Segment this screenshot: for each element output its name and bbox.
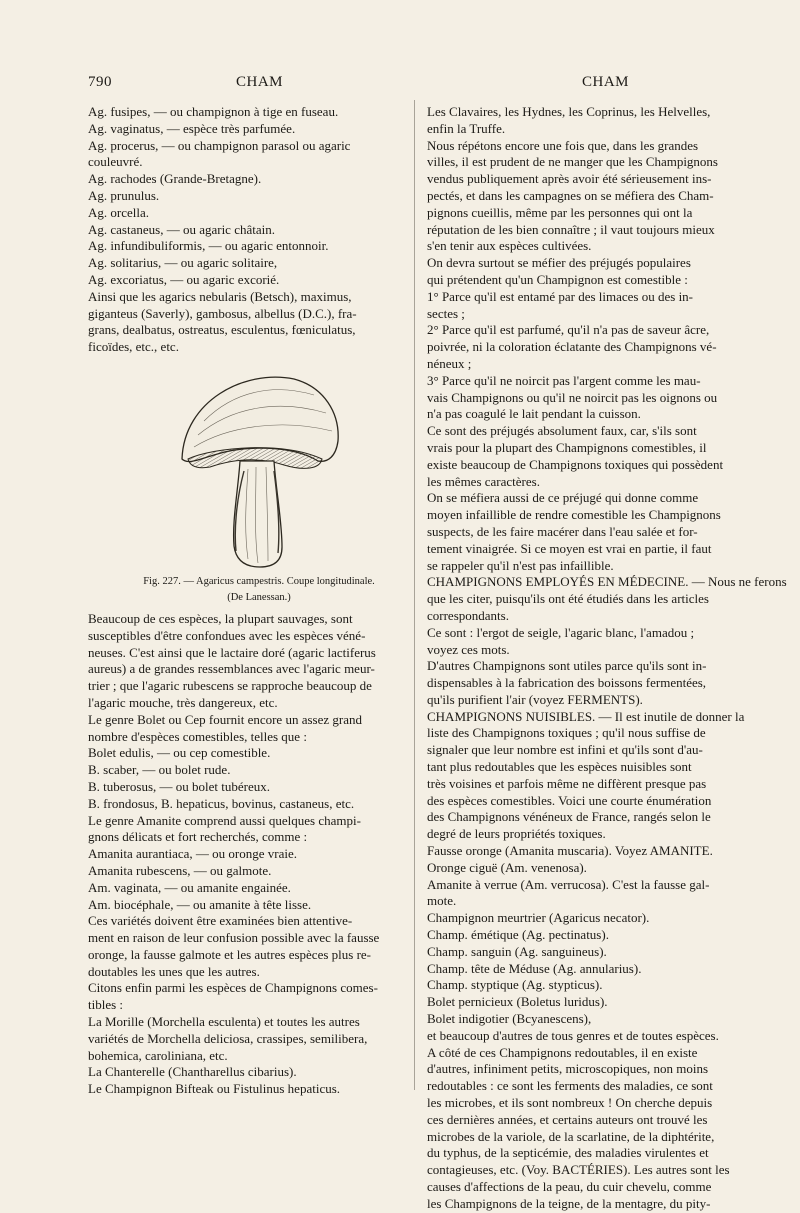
text-line: Bolet pernicieux (Boletus luridus). [427,994,608,1010]
text-line: Ag. procerus, — ou champignon parasol ou agaric [88,137,351,153]
text-line: Les Clavaires, les Hydnes, les Coprinus, les Helvelles, [427,104,711,119]
text-line: susceptibles d'être confondues avec les espèces véné- [88,627,366,643]
text-line: On devra surtout se méfier des préjugés populaires [427,255,691,271]
text-line: dispensables à la fabrication des boissons fermentées, [427,675,707,691]
text-line: les Champignons de la teigne, de la mentagre, du pity- [427,1195,711,1211]
text-line: suspects, de les faire macérer dans l'eau salée et for- [427,523,698,539]
text-line: 3° Parce qu'il ne noircit pas l'argent comme les mau- [427,372,701,388]
text-line: Am. biocéphale, — ou amanite à tête lisse. [88,896,312,912]
text-line: tant plus redoutables que les espèces nuisibles sont [427,759,692,775]
text-line: pectés, et dans les campagnes on se méfiera des Cham- [427,187,714,203]
text-line: Champ. tête de Méduse (Ag. annularius). [427,960,642,976]
text-line: qu'ils purifient l'air (voyez FERMENTS). [427,691,643,707]
text-line: Amanita aurantiaca, — ou oronge vraie. [88,846,297,862]
text-line: Amanita rubescens, — ou galmote. [88,862,272,878]
text-line: du typhus, de la septicémie, des maladies virulentes et [427,1145,709,1161]
text-line: Le genre Bolet ou Cep fournit encore un assez grand [88,711,362,727]
text-line: Ag. excoriatus, — ou agaric excorié. [88,271,280,287]
text-line: CHAMPIGNONS NUISIBLES. — Il est inutile de donner la [427,708,745,724]
text-line: Ag. infundibuliformis, — ou agaric entonnoir. [88,238,329,254]
right-column-text [427,104,787,1213]
left-column-bottom-text [88,611,430,1098]
text-line: les microbes, et ils sont nombreux ! On cherche depuis [427,1095,713,1111]
right-running-title: CHAM [582,74,630,90]
text-line: des espèces comestibles. Voici une courte énumération [427,792,712,808]
text-line: Ces variétés doivent être examinées bien attentive- [88,913,353,929]
figure-credit: (De Lanessan.) [227,591,291,603]
text-line: Ag. prunulus. [88,187,160,203]
text-line: vais Champignons ou qu'il ne noircit pas les oignons ou [427,389,718,405]
text-line: néneux ; [427,355,472,371]
text-line: liste des Champignons toxiques ; qu'il nous suffise de [427,725,706,741]
text-line: Ag. solitarius, — ou agaric solitaire, [88,255,278,271]
text-line: et beaucoup d'autres de tous genres et de toutes espèces. [427,1027,719,1043]
text-line: trier ; que l'agaric rubescens se rapproche beaucoup de [88,678,372,694]
text-line: très voisines et parfois même ne diffèrent presque pas [427,775,707,791]
text-line: l'agaric mouche, très dangereux, etc. [88,694,278,710]
text-line: n'a pas coagulé le lait pendant la cuisson. [427,406,641,422]
text-line: Champ. émétique (Ag. pectinatus). [427,927,609,943]
left-running-title: CHAM [236,74,284,90]
text-line: aureus) a de grandes ressemblances avec l'agaric meur- [88,661,375,677]
text-line: sectes ; [427,305,465,321]
text-line: correspondants. [427,607,509,623]
text-line: A côté de ces Champignons redoutables, il en existe [427,1044,698,1060]
left-column-top-text [88,104,430,356]
text-line: ment en raison de leur confusion possible avec la fausse [88,930,380,946]
text-line: contagieuses, etc. (Voy. BACTÉRIES). Les autres sont les [427,1162,730,1178]
text-line: doutables les unes que les autres. [88,963,260,979]
text-line: Beaucoup de ces espèces, la plupart sauvages, sont [88,610,353,626]
text-line: redoutables : ce sont les ferments des maladies, ce sont [427,1078,713,1094]
text-line: Champignon meurtrier (Agaricus necator). [427,910,650,926]
text-line: Amanite à verrue (Am. verrucosa). C'est la fausse gal- [427,876,710,892]
text-line: enfin la Truffe. [427,120,506,136]
text-line: Ce sont : l'ergot de seigle, l'agaric blanc, l'amadou ; [427,624,695,640]
text-line: mote. [427,893,457,909]
text-line: Nous répétons encore une fois que, dans les grandes [427,137,699,153]
text-line: B. frondosus, B. hepaticus, bovinus, castaneus, etc. [88,795,355,811]
text-line: neuses. C'est ainsi que le lactaire doré (agaric lactiferus [88,644,376,660]
text-line: causes d'affections de la peau, du cuir chevelu, comme [427,1179,712,1194]
text-line: Bolet edulis, — ou cep comestible. [88,745,271,761]
mushroom-section-illustration [174,361,344,571]
text-line: que les citer, puisqu'ils ont été étudiés dans les articles [427,591,709,607]
page-number: 790 [88,74,112,90]
text-line: villes, il est prudent de ne manger que les Champignons [427,154,718,170]
text-line: réputation de les bien connaître ; il vaut toujours mieux [427,221,715,237]
text-line: La Morille (Morchella esculenta) et toutes les autres [88,1014,360,1030]
text-line: Ag. rachodes (Grande-Bretagne). [88,171,262,187]
text-line: La Chanterelle (Chantharellus cibarius). [88,1064,297,1080]
text-line: s'en tenir aux espèces cultivées. [427,238,592,254]
text-line: Am. vaginata, — ou amanite engainée. [88,879,291,895]
text-line: vendus publiquement après avoir été sérieusement ins- [427,171,712,187]
text-line: pignons cueillis, même par les personnes qui ont la [427,204,693,220]
text-line: se rappeler qu'il n'est pas infaillible. [427,557,614,573]
text-line: Ag. castaneus, — ou agaric châtain. [88,221,275,237]
text-line: B. tuberosus, — ou bolet tubéreux. [88,778,270,794]
text-line: bohemica, caroliniana, etc. [88,1047,228,1063]
text-line: Fausse oronge (Amanita muscaria). Voyez AMANITE. [427,843,713,859]
right-column [427,104,787,1213]
column-divider [414,100,415,1090]
figure-caption: Fig. 227. — Agaricus campestris. Coupe longitudinale. [143,575,375,587]
text-line: 1° Parce qu'il est entamé par des limaces ou des in- [427,288,694,304]
text-line: les mêmes caractères. [427,473,540,489]
text-line: 2° Parce qu'il est parfumé, qu'il n'a pas de saveur âcre, [427,322,710,338]
text-line: poivrée, ni la coloration éclatante des Champignons vé- [427,339,717,355]
text-line: moyen infaillible de rendre comestible les Champignons [427,507,721,523]
text-line: des Champignons vénéneux de France, rangés selon le [427,809,711,825]
text-line: voyez ces mots. [427,641,510,657]
text-line: CHAMPIGNONS EMPLOYÉS EN MÉDECINE. — Nous ne ferons [427,574,787,590]
text-line: existe beaucoup de Champignons toxiques qui possèdent [427,456,724,472]
text-line: qui prétendent qu'un Champignon est comestible : [427,271,688,287]
mushroom-figure [88,361,430,607]
text-line: Ag. vaginatus, — espèce très parfumée. [88,120,296,136]
text-line: Le Champignon Bifteak ou Fistulinus hepaticus. [88,1081,341,1097]
text-line: Ainsi que les agarics nebularis (Betsch), maximus, [88,288,352,304]
text-line: microbes de la variole, de la scarlatine, de la diphtérite, [427,1128,715,1144]
text-line: Bolet indigotier (Bcyanescens), [427,1011,592,1027]
text-line: variétés de Morchella deliciosa, crassipes, semilibera, [88,1030,368,1046]
text-line: vrais pour la plupart des Champignons comestibles, il [427,439,707,455]
text-line: Champ. sanguin (Ag. sanguineus). [427,943,607,959]
text-line: oronge, la fausse galmote et les autres espèces plus re- [88,946,372,962]
text-line: Champ. styptique (Ag. stypticus). [427,977,603,993]
text-line: ces dernières années, et certains auteurs ont trouvé les [427,1111,708,1127]
text-line: couleuvré. [88,154,143,170]
text-line: Ag. orcella. [88,204,150,220]
text-line: Oronge ciguë (Am. venenosa). [427,859,587,875]
text-line: gnons délicats et fort recherchés, comme : [88,829,308,845]
text-line: Ce sont des préjugés absolument faux, car, s'ils sont [427,423,697,439]
text-line: Ag. fusipes, — ou champignon à tige en fuseau. [88,104,339,119]
text-line: D'autres Champignons sont utiles parce qu'ils sont in- [427,658,707,674]
text-line: signaler que leur nombre est infini et qu'ils sont d'au- [427,742,703,758]
text-line: tement vinaigrée. Si ce moyen est vrai en partie, il faut [427,540,712,556]
text-line: nombre d'espèces comestibles, telles que : [88,728,307,744]
text-line: d'autres, infiniment petits, microscopiques, non moins [427,1061,709,1077]
text-line: grans, dealbatus, ostreatus, esculentus, fœniculatus, [88,322,356,338]
text-line: B. scaber, — ou bolet rude. [88,762,231,778]
text-line: On se méfiera aussi de ce préjugé qui donne comme [427,490,699,506]
text-line: Le genre Amanite comprend aussi quelques champi- [88,812,361,828]
left-column [88,104,430,1098]
text-line: tibles : [88,997,124,1013]
text-line: Citons enfin parmi les espèces de Champignons comes- [88,980,378,996]
text-line: degré de leurs propriétés toxiques. [427,826,606,842]
text-line: ficoïdes, etc., etc. [88,339,179,355]
text-line: giganteus (Saverly), gambosus, albellus (D.C.), fra- [88,305,357,321]
